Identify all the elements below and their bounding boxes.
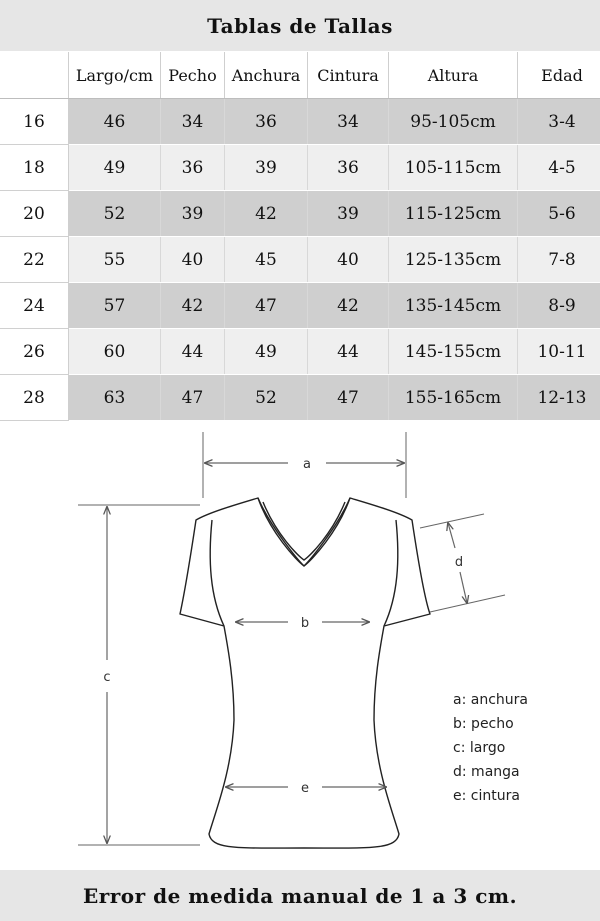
table-cell: 7-8	[518, 237, 600, 283]
header-cell: Edad	[518, 52, 600, 99]
table-cell: 3-4	[518, 99, 600, 145]
table-cell: 57	[69, 283, 161, 329]
table-row	[0, 145, 600, 191]
table-cell: 49	[225, 329, 308, 375]
legend-item: c: largo	[453, 740, 506, 756]
legend-item: a: anchura	[453, 692, 528, 708]
table-cell: 42	[225, 191, 308, 237]
measurement-legend	[453, 688, 528, 808]
table-cell: 47	[308, 375, 389, 421]
dimension-label-d: d	[454, 555, 464, 570]
table-cell: 36	[161, 145, 225, 191]
table-cell: 105-115cm	[389, 145, 518, 191]
table-cell: 4-5	[518, 145, 600, 191]
table-header-row	[0, 52, 600, 99]
table-cell: 95-105cm	[389, 99, 518, 145]
table-cell: 34	[161, 99, 225, 145]
table-row	[0, 375, 600, 421]
table-cell: 10-11	[518, 329, 600, 375]
table-cell: 63	[69, 375, 161, 421]
table-cell: 22	[0, 237, 69, 283]
footer-note: Error de medida manual de 1 a 3 cm.	[0, 870, 600, 921]
table-cell: 28	[0, 375, 69, 421]
table-cell: 16	[0, 99, 69, 145]
table-cell: 26	[0, 329, 69, 375]
table-cell: 42	[308, 283, 389, 329]
table-cell: 40	[308, 237, 389, 283]
table-cell: 18	[0, 145, 69, 191]
table-cell: 39	[161, 191, 225, 237]
header-cell: Altura	[389, 52, 518, 99]
header-cell: Largo/cm	[69, 52, 161, 99]
dimension-label-a: a	[303, 457, 311, 472]
dimension-arrow	[448, 523, 455, 548]
table-cell: 115-125cm	[389, 191, 518, 237]
table-cell: 34	[308, 99, 389, 145]
legend-item: e: cintura	[453, 788, 520, 804]
table-cell: 60	[69, 329, 161, 375]
header-cell	[0, 52, 69, 99]
table-cell: 155-165cm	[389, 375, 518, 421]
dimension-guide	[430, 595, 505, 612]
table-cell: 12-13	[518, 375, 600, 421]
table-cell: 52	[69, 191, 161, 237]
table-row	[0, 237, 600, 283]
legend-item: b: pecho	[453, 716, 514, 732]
table-cell: 42	[161, 283, 225, 329]
table-cell: 40	[161, 237, 225, 283]
table-row	[0, 191, 600, 237]
table-cell: 145-155cm	[389, 329, 518, 375]
header-cell: Cintura	[308, 52, 389, 99]
table-cell: 20	[0, 191, 69, 237]
table-cell: 135-145cm	[389, 283, 518, 329]
header-cell: Pecho	[161, 52, 225, 99]
table-cell: 125-135cm	[389, 237, 518, 283]
dimension-label-b: b	[300, 616, 310, 631]
table-cell: 46	[69, 99, 161, 145]
table-row	[0, 99, 600, 145]
table-cell: 8-9	[518, 283, 600, 329]
table-cell: 5-6	[518, 191, 600, 237]
size-table	[0, 52, 600, 421]
table-row	[0, 329, 600, 375]
header-cell: Anchura	[225, 52, 308, 99]
dimension-label-c: c	[103, 670, 111, 685]
table-cell: 24	[0, 283, 69, 329]
legend-item: d: manga	[453, 764, 520, 780]
chart-title: Tablas de Tallas	[0, 0, 600, 51]
table-cell: 44	[161, 329, 225, 375]
dimension-label-e: e	[301, 781, 309, 796]
table-cell: 36	[308, 145, 389, 191]
table-cell: 39	[225, 145, 308, 191]
table-cell: 55	[69, 237, 161, 283]
table-cell: 47	[225, 283, 308, 329]
table-cell: 49	[69, 145, 161, 191]
table-cell: 52	[225, 375, 308, 421]
table-cell: 47	[161, 375, 225, 421]
table-row	[0, 283, 600, 329]
table-cell: 44	[308, 329, 389, 375]
dimension-guide	[420, 514, 484, 528]
table-cell: 36	[225, 99, 308, 145]
table-cell: 45	[225, 237, 308, 283]
table-cell: 39	[308, 191, 389, 237]
dimension-arrow	[460, 572, 467, 603]
